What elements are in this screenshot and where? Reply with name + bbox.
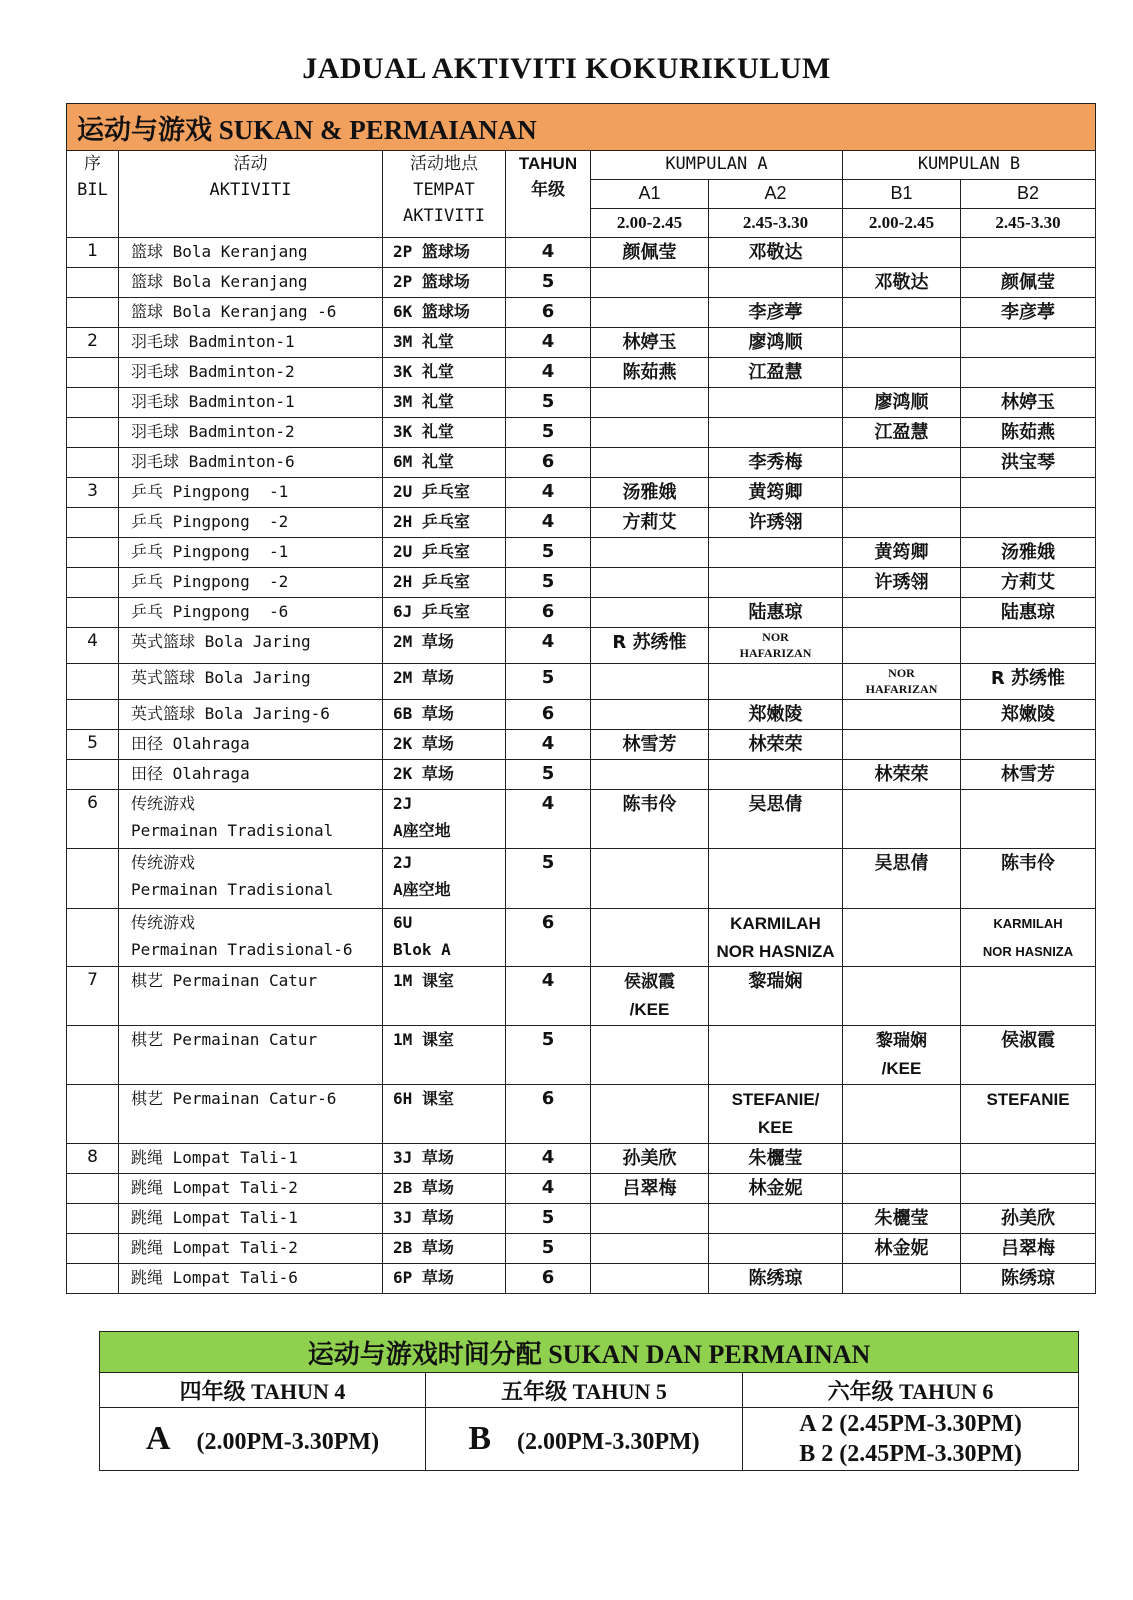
cell-activity: 羽毛球 Badminton-6 bbox=[119, 448, 383, 478]
cell-location: 2K 草场 bbox=[383, 730, 506, 760]
cell-a2-teacher: 陆惠琼 bbox=[709, 598, 843, 628]
cell-b2-teacher bbox=[961, 1144, 1096, 1174]
cell-b2-teacher bbox=[961, 628, 1096, 664]
cell-a2-teacher: 郑嫩陵 bbox=[709, 700, 843, 730]
cell-activity: 羽毛球 Badminton-2 bbox=[119, 358, 383, 388]
table-row bbox=[67, 1144, 1096, 1174]
cell-b2-teacher bbox=[961, 478, 1096, 508]
cell-tahun: 6 bbox=[506, 1085, 591, 1144]
activity-table bbox=[66, 103, 1096, 1294]
cell-a1-teacher: 吕翠梅 bbox=[591, 1174, 709, 1204]
allocation-tahun6 bbox=[743, 1408, 1079, 1471]
cell-bil: 2 bbox=[67, 328, 119, 358]
cell-bil bbox=[67, 358, 119, 388]
cell-a2-teacher: 朱欐莹 bbox=[709, 1144, 843, 1174]
cell-b2-teacher: R 苏绣惟 bbox=[961, 664, 1096, 700]
header-kumpulan-a: KUMPULAN A bbox=[591, 151, 843, 180]
cell-b1-teacher: 吴思倩 bbox=[843, 849, 961, 909]
cell-a2-teacher: 李秀梅 bbox=[709, 448, 843, 478]
page-title: JADUAL AKTIVITI KOKURIKULUM bbox=[302, 52, 831, 85]
cell-a1-teacher: 孙美欣 bbox=[591, 1144, 709, 1174]
cell-a1-teacher: 侯淑霞 /KEE bbox=[591, 967, 709, 1026]
cell-b2-teacher: 陈韦伶 bbox=[961, 849, 1096, 909]
cell-b1-teacher bbox=[843, 478, 961, 508]
cell-b1-teacher bbox=[843, 298, 961, 328]
cell-a1-teacher bbox=[591, 849, 709, 909]
cell-activity: 乒乓 Pingpong -1 bbox=[119, 478, 383, 508]
cell-bil: 7 bbox=[67, 967, 119, 1026]
cell-activity: 棋艺 Permainan Catur-6 bbox=[119, 1085, 383, 1144]
cell-b2-teacher bbox=[961, 967, 1096, 1026]
cell-a1-teacher: 陈茹燕 bbox=[591, 358, 709, 388]
cell-b1-teacher: 林荣荣 bbox=[843, 760, 961, 790]
cell-a1-teacher: 颜佩莹 bbox=[591, 238, 709, 268]
cell-activity: 羽毛球 Badminton-2 bbox=[119, 418, 383, 448]
table-row bbox=[67, 628, 1096, 664]
cell-bil bbox=[67, 664, 119, 700]
cell-tahun: 5 bbox=[506, 388, 591, 418]
cell-b2-teacher: 侯淑霞 bbox=[961, 1026, 1096, 1085]
cell-a2-teacher bbox=[709, 760, 843, 790]
cell-activity: 跳绳 Lompat Tali-1 bbox=[119, 1144, 383, 1174]
cell-tahun: 4 bbox=[506, 790, 591, 849]
cell-location: 6H 课室 bbox=[383, 1085, 506, 1144]
table-row bbox=[67, 967, 1096, 1026]
cell-a1-teacher bbox=[591, 664, 709, 700]
cell-b2-teacher: 林雪芳 bbox=[961, 760, 1096, 790]
header-tempat: 活动地点 TEMPAT AKTIVITI bbox=[383, 151, 506, 238]
cell-tahun: 6 bbox=[506, 298, 591, 328]
cell-a1-teacher bbox=[591, 268, 709, 298]
cell-location: 6B 草场 bbox=[383, 700, 506, 730]
cell-b1-teacher: 许琇翎 bbox=[843, 568, 961, 598]
cell-b1-teacher: 黄筠卿 bbox=[843, 538, 961, 568]
cell-bil bbox=[67, 1234, 119, 1264]
cell-activity: 传统游戏 Permainan Tradisional bbox=[119, 849, 383, 909]
cell-b1-teacher bbox=[843, 1174, 961, 1204]
cell-b2-teacher bbox=[961, 238, 1096, 268]
cell-activity: 乒乓 Pingpong -2 bbox=[119, 568, 383, 598]
cell-b1-teacher bbox=[843, 700, 961, 730]
table-row bbox=[67, 909, 1096, 967]
cell-b1-teacher bbox=[843, 1264, 961, 1294]
allocation-table bbox=[99, 1331, 1079, 1471]
cell-location: 1M 课室 bbox=[383, 967, 506, 1026]
cell-a1-teacher bbox=[591, 418, 709, 448]
allocation-header-tahun6: 六年级 TAHUN 6 bbox=[743, 1373, 1079, 1408]
cell-a1-teacher bbox=[591, 388, 709, 418]
cell-a1-teacher: 汤雅娥 bbox=[591, 478, 709, 508]
cell-b2-teacher: 林婷玉 bbox=[961, 388, 1096, 418]
header-b2: B2 bbox=[961, 180, 1096, 209]
cell-a2-teacher bbox=[709, 568, 843, 598]
cell-activity: 英式篮球 Bola Jaring bbox=[119, 628, 383, 664]
cell-bil bbox=[67, 598, 119, 628]
cell-location: 6J 乒乓室 bbox=[383, 598, 506, 628]
cell-a2-teacher bbox=[709, 268, 843, 298]
cell-tahun: 5 bbox=[506, 664, 591, 700]
cell-a1-teacher bbox=[591, 538, 709, 568]
table-row bbox=[67, 1026, 1096, 1085]
cell-b1-teacher bbox=[843, 1144, 961, 1174]
activity-rows bbox=[67, 238, 1096, 1294]
cell-bil bbox=[67, 268, 119, 298]
cell-bil: 4 bbox=[67, 628, 119, 664]
header-b1: B1 bbox=[843, 180, 961, 209]
cell-location: 6K 篮球场 bbox=[383, 298, 506, 328]
cell-location: 2M 草场 bbox=[383, 664, 506, 700]
cell-bil bbox=[67, 909, 119, 967]
table-row bbox=[67, 790, 1096, 849]
cell-location: 3K 礼堂 bbox=[383, 358, 506, 388]
table-row bbox=[67, 508, 1096, 538]
cell-a1-teacher: 林婷玉 bbox=[591, 328, 709, 358]
cell-a2-teacher: 陈绣琼 bbox=[709, 1264, 843, 1294]
cell-tahun: 5 bbox=[506, 1234, 591, 1264]
header-aktiviti: 活动 AKTIVITI bbox=[119, 151, 383, 238]
cell-location: 3J 草场 bbox=[383, 1144, 506, 1174]
allocation-t4-time: (2.00PM-3.30PM) bbox=[196, 1429, 380, 1455]
cell-b2-teacher: 吕翠梅 bbox=[961, 1234, 1096, 1264]
cell-location: 2H 乒乓室 bbox=[383, 568, 506, 598]
cell-activity: 乒乓 Pingpong -2 bbox=[119, 508, 383, 538]
cell-tahun: 5 bbox=[506, 1204, 591, 1234]
table-row bbox=[67, 1204, 1096, 1234]
cell-tahun: 6 bbox=[506, 700, 591, 730]
header-a1: A1 bbox=[591, 180, 709, 209]
table-row bbox=[67, 358, 1096, 388]
table-row bbox=[67, 1264, 1096, 1294]
cell-activity: 跳绳 Lompat Tali-2 bbox=[119, 1174, 383, 1204]
cell-bil bbox=[67, 298, 119, 328]
cell-activity: 英式篮球 Bola Jaring-6 bbox=[119, 700, 383, 730]
cell-tahun: 5 bbox=[506, 418, 591, 448]
cell-tahun: 4 bbox=[506, 358, 591, 388]
cell-a1-teacher bbox=[591, 1085, 709, 1144]
table-row bbox=[67, 700, 1096, 730]
cell-a1-teacher bbox=[591, 1234, 709, 1264]
cell-b2-teacher: 汤雅娥 bbox=[961, 538, 1096, 568]
cell-tahun: 4 bbox=[506, 730, 591, 760]
cell-b2-teacher bbox=[961, 508, 1096, 538]
cell-b1-teacher: 邓敬达 bbox=[843, 268, 961, 298]
cell-tahun: 6 bbox=[506, 909, 591, 967]
cell-b1-teacher bbox=[843, 598, 961, 628]
cell-b2-teacher bbox=[961, 790, 1096, 849]
cell-tahun: 6 bbox=[506, 1264, 591, 1294]
cell-activity: 英式篮球 Bola Jaring bbox=[119, 664, 383, 700]
cell-bil bbox=[67, 388, 119, 418]
cell-b2-teacher: 陈茹燕 bbox=[961, 418, 1096, 448]
cell-a1-teacher bbox=[591, 1204, 709, 1234]
sukan-banner: 运动与游戏 SUKAN & PERMAIANAN bbox=[67, 104, 1096, 151]
cell-tahun: 4 bbox=[506, 478, 591, 508]
cell-bil: 3 bbox=[67, 478, 119, 508]
cell-a2-teacher: 黄筠卿 bbox=[709, 478, 843, 508]
cell-a2-teacher bbox=[709, 1234, 843, 1264]
table-row bbox=[67, 538, 1096, 568]
cell-bil: 6 bbox=[67, 790, 119, 849]
cell-location: 2B 草场 bbox=[383, 1174, 506, 1204]
cell-activity: 羽毛球 Badminton-1 bbox=[119, 328, 383, 358]
cell-tahun: 5 bbox=[506, 760, 591, 790]
cell-activity: 棋艺 Permainan Catur bbox=[119, 1026, 383, 1085]
header-time-b1: 2.00-2.45 bbox=[843, 209, 961, 238]
cell-a1-teacher bbox=[591, 760, 709, 790]
table-row bbox=[67, 760, 1096, 790]
cell-activity: 篮球 Bola Keranjang bbox=[119, 268, 383, 298]
allocation-header-tahun4: 四年级 TAHUN 4 bbox=[100, 1373, 426, 1408]
allocation-tahun4 bbox=[100, 1408, 426, 1471]
cell-location: 6M 礼堂 bbox=[383, 448, 506, 478]
cell-activity: 乒乓 Pingpong -6 bbox=[119, 598, 383, 628]
header-bil: 序 BIL bbox=[67, 151, 119, 238]
cell-b1-teacher bbox=[843, 238, 961, 268]
cell-bil bbox=[67, 1026, 119, 1085]
cell-activity: 羽毛球 Badminton-1 bbox=[119, 388, 383, 418]
cell-location: 2J A座空地 bbox=[383, 790, 506, 849]
cell-tahun: 4 bbox=[506, 1174, 591, 1204]
cell-b2-teacher: 陈绣琼 bbox=[961, 1264, 1096, 1294]
cell-bil bbox=[67, 1174, 119, 1204]
cell-b1-teacher bbox=[843, 790, 961, 849]
allocation-header-tahun5: 五年级 TAHUN 5 bbox=[426, 1373, 743, 1408]
table-row bbox=[67, 1174, 1096, 1204]
cell-activity: 田径 Olahraga bbox=[119, 730, 383, 760]
cell-a1-teacher bbox=[591, 448, 709, 478]
cell-b1-teacher bbox=[843, 1085, 961, 1144]
cell-tahun: 5 bbox=[506, 568, 591, 598]
cell-location: 6U Blok A bbox=[383, 909, 506, 967]
header-a2: A2 bbox=[709, 180, 843, 209]
cell-location: 2M 草场 bbox=[383, 628, 506, 664]
cell-a2-teacher: 林荣荣 bbox=[709, 730, 843, 760]
cell-b1-teacher bbox=[843, 358, 961, 388]
cell-a1-teacher: R 苏绣惟 bbox=[591, 628, 709, 664]
table-row bbox=[67, 664, 1096, 700]
cell-tahun: 4 bbox=[506, 967, 591, 1026]
cell-activity: 乒乓 Pingpong -1 bbox=[119, 538, 383, 568]
cell-a1-teacher bbox=[591, 598, 709, 628]
cell-activity: 篮球 Bola Keranjang -6 bbox=[119, 298, 383, 328]
cell-a1-teacher: 陈韦伶 bbox=[591, 790, 709, 849]
cell-tahun: 4 bbox=[506, 508, 591, 538]
cell-a2-teacher: 江盈慧 bbox=[709, 358, 843, 388]
allocation-t5-time: (2.00PM-3.30PM) bbox=[517, 1429, 700, 1455]
cell-tahun: 5 bbox=[506, 268, 591, 298]
cell-b2-teacher bbox=[961, 328, 1096, 358]
cell-bil: 5 bbox=[67, 730, 119, 760]
cell-bil: 8 bbox=[67, 1144, 119, 1174]
cell-a2-teacher: STEFANIE/ KEE bbox=[709, 1085, 843, 1144]
cell-a2-teacher: 邓敬达 bbox=[709, 238, 843, 268]
cell-b2-teacher: 颜佩莹 bbox=[961, 268, 1096, 298]
cell-bil bbox=[67, 418, 119, 448]
cell-location: 6P 草场 bbox=[383, 1264, 506, 1294]
cell-tahun: 4 bbox=[506, 628, 591, 664]
cell-bil bbox=[67, 508, 119, 538]
table-row bbox=[67, 1234, 1096, 1264]
cell-activity: 跳绳 Lompat Tali-1 bbox=[119, 1204, 383, 1234]
cell-b1-teacher bbox=[843, 628, 961, 664]
header-time-a2: 2.45-3.30 bbox=[709, 209, 843, 238]
cell-activity: 篮球 Bola Keranjang bbox=[119, 238, 383, 268]
cell-b1-teacher bbox=[843, 328, 961, 358]
cell-location: 2J A座空地 bbox=[383, 849, 506, 909]
cell-tahun: 4 bbox=[506, 238, 591, 268]
cell-b1-teacher: 林金妮 bbox=[843, 1234, 961, 1264]
table-row bbox=[67, 1085, 1096, 1144]
cell-a1-teacher bbox=[591, 1026, 709, 1085]
cell-b2-teacher: 郑嫩陵 bbox=[961, 700, 1096, 730]
cell-b1-teacher: 廖鸿顺 bbox=[843, 388, 961, 418]
cell-bil bbox=[67, 700, 119, 730]
cell-a2-teacher: 许琇翎 bbox=[709, 508, 843, 538]
table-row bbox=[67, 388, 1096, 418]
cell-activity: 跳绳 Lompat Tali-2 bbox=[119, 1234, 383, 1264]
table-row bbox=[67, 268, 1096, 298]
cell-a2-teacher bbox=[709, 1026, 843, 1085]
cell-activity: 田径 Olahraga bbox=[119, 760, 383, 790]
cell-b1-teacher: 朱欐莹 bbox=[843, 1204, 961, 1234]
header-time-b2: 2.45-3.30 bbox=[961, 209, 1096, 238]
cell-bil bbox=[67, 1204, 119, 1234]
cell-a1-teacher bbox=[591, 909, 709, 967]
cell-bil bbox=[67, 1085, 119, 1144]
cell-b2-teacher: 洪宝琴 bbox=[961, 448, 1096, 478]
cell-b1-teacher bbox=[843, 730, 961, 760]
cell-location: 2U 乒乓室 bbox=[383, 538, 506, 568]
cell-bil bbox=[67, 760, 119, 790]
cell-location: 2K 草场 bbox=[383, 760, 506, 790]
cell-a1-teacher: 林雪芳 bbox=[591, 730, 709, 760]
table-row bbox=[67, 598, 1096, 628]
cell-b2-teacher: 陆惠琼 bbox=[961, 598, 1096, 628]
cell-b1-teacher: 黎瑞娴 /KEE bbox=[843, 1026, 961, 1085]
cell-a2-teacher: 黎瑞娴 bbox=[709, 967, 843, 1026]
cell-b1-teacher bbox=[843, 448, 961, 478]
cell-bil bbox=[67, 538, 119, 568]
cell-b2-teacher bbox=[961, 1174, 1096, 1204]
cell-b2-teacher bbox=[961, 358, 1096, 388]
cell-tahun: 6 bbox=[506, 598, 591, 628]
cell-activity: 传统游戏 Permainan Tradisional-6 bbox=[119, 909, 383, 967]
table-row bbox=[67, 568, 1096, 598]
cell-a2-teacher bbox=[709, 538, 843, 568]
cell-location: 3M 礼堂 bbox=[383, 328, 506, 358]
cell-a1-teacher bbox=[591, 1264, 709, 1294]
cell-location: 3M 礼堂 bbox=[383, 388, 506, 418]
table-row bbox=[67, 298, 1096, 328]
cell-activity: 传统游戏 Permainan Tradisional bbox=[119, 790, 383, 849]
cell-bil bbox=[67, 1264, 119, 1294]
cell-a1-teacher bbox=[591, 298, 709, 328]
cell-b1-teacher bbox=[843, 909, 961, 967]
table-row bbox=[67, 238, 1096, 268]
table-row bbox=[67, 448, 1096, 478]
cell-a2-teacher bbox=[709, 388, 843, 418]
cell-a2-teacher bbox=[709, 664, 843, 700]
cell-a1-teacher bbox=[591, 568, 709, 598]
cell-tahun: 5 bbox=[506, 1026, 591, 1085]
cell-a2-teacher bbox=[709, 1204, 843, 1234]
allocation-banner: 运动与游戏时间分配 SUKAN DAN PERMAINAN bbox=[100, 1332, 1079, 1373]
cell-location: 3K 礼堂 bbox=[383, 418, 506, 448]
table-row bbox=[67, 730, 1096, 760]
cell-b1-teacher bbox=[843, 967, 961, 1026]
cell-b2-teacher: 李彦葶 bbox=[961, 298, 1096, 328]
cell-tahun: 5 bbox=[506, 538, 591, 568]
header-kumpulan-b: KUMPULAN B bbox=[843, 151, 1096, 180]
header-tahun: TAHUN 年级 bbox=[506, 151, 591, 238]
table-row bbox=[67, 849, 1096, 909]
cell-a1-teacher: 方莉艾 bbox=[591, 508, 709, 538]
cell-activity: 棋艺 Permainan Catur bbox=[119, 967, 383, 1026]
cell-location: 2P 篮球场 bbox=[383, 268, 506, 298]
cell-location: 2P 篮球场 bbox=[383, 238, 506, 268]
allocation-t5-letter: B bbox=[468, 1420, 492, 1457]
cell-b2-teacher: 孙美欣 bbox=[961, 1204, 1096, 1234]
allocation-t6-line2: B 2 (2.45PM-3.30PM) bbox=[799, 1441, 1022, 1467]
cell-b1-teacher bbox=[843, 508, 961, 538]
cell-location: 3J 草场 bbox=[383, 1204, 506, 1234]
allocation-t6-line1: A 2 (2.45PM-3.30PM) bbox=[799, 1411, 1022, 1437]
cell-bil bbox=[67, 568, 119, 598]
cell-location: 1M 课室 bbox=[383, 1026, 506, 1085]
cell-b2-teacher: STEFANIE bbox=[961, 1085, 1096, 1144]
cell-a2-teacher: 廖鸿顺 bbox=[709, 328, 843, 358]
allocation-tahun5 bbox=[426, 1408, 743, 1471]
cell-a1-teacher bbox=[591, 700, 709, 730]
header-time-a1: 2.00-2.45 bbox=[591, 209, 709, 238]
table-row bbox=[67, 418, 1096, 448]
table-row bbox=[67, 478, 1096, 508]
cell-a2-teacher: 林金妮 bbox=[709, 1174, 843, 1204]
table-row bbox=[67, 328, 1096, 358]
cell-b2-teacher: KARMILAH NOR HASNIZA bbox=[961, 909, 1096, 967]
cell-b1-teacher: NOR HAFARIZAN bbox=[843, 664, 961, 700]
cell-b2-teacher: 方莉艾 bbox=[961, 568, 1096, 598]
cell-bil bbox=[67, 849, 119, 909]
cell-bil bbox=[67, 448, 119, 478]
allocation-t4-letter: A bbox=[145, 1420, 171, 1457]
cell-tahun: 4 bbox=[506, 1144, 591, 1174]
cell-b2-teacher bbox=[961, 730, 1096, 760]
cell-tahun: 4 bbox=[506, 328, 591, 358]
cell-location: 2U 乒乓室 bbox=[383, 478, 506, 508]
cell-location: 2H 乒乓室 bbox=[383, 508, 506, 538]
cell-a2-teacher: 吴思倩 bbox=[709, 790, 843, 849]
cell-location: 2B 草场 bbox=[383, 1234, 506, 1264]
cell-bil: 1 bbox=[67, 238, 119, 268]
cell-a2-teacher bbox=[709, 849, 843, 909]
cell-a2-teacher: KARMILAH NOR HASNIZA bbox=[709, 909, 843, 967]
cell-tahun: 6 bbox=[506, 448, 591, 478]
cell-a2-teacher: 李彦葶 bbox=[709, 298, 843, 328]
cell-activity: 跳绳 Lompat Tali-6 bbox=[119, 1264, 383, 1294]
cell-a2-teacher: NOR HAFARIZAN bbox=[709, 628, 843, 664]
cell-b1-teacher: 江盈慧 bbox=[843, 418, 961, 448]
cell-tahun: 5 bbox=[506, 849, 591, 909]
cell-a2-teacher bbox=[709, 418, 843, 448]
